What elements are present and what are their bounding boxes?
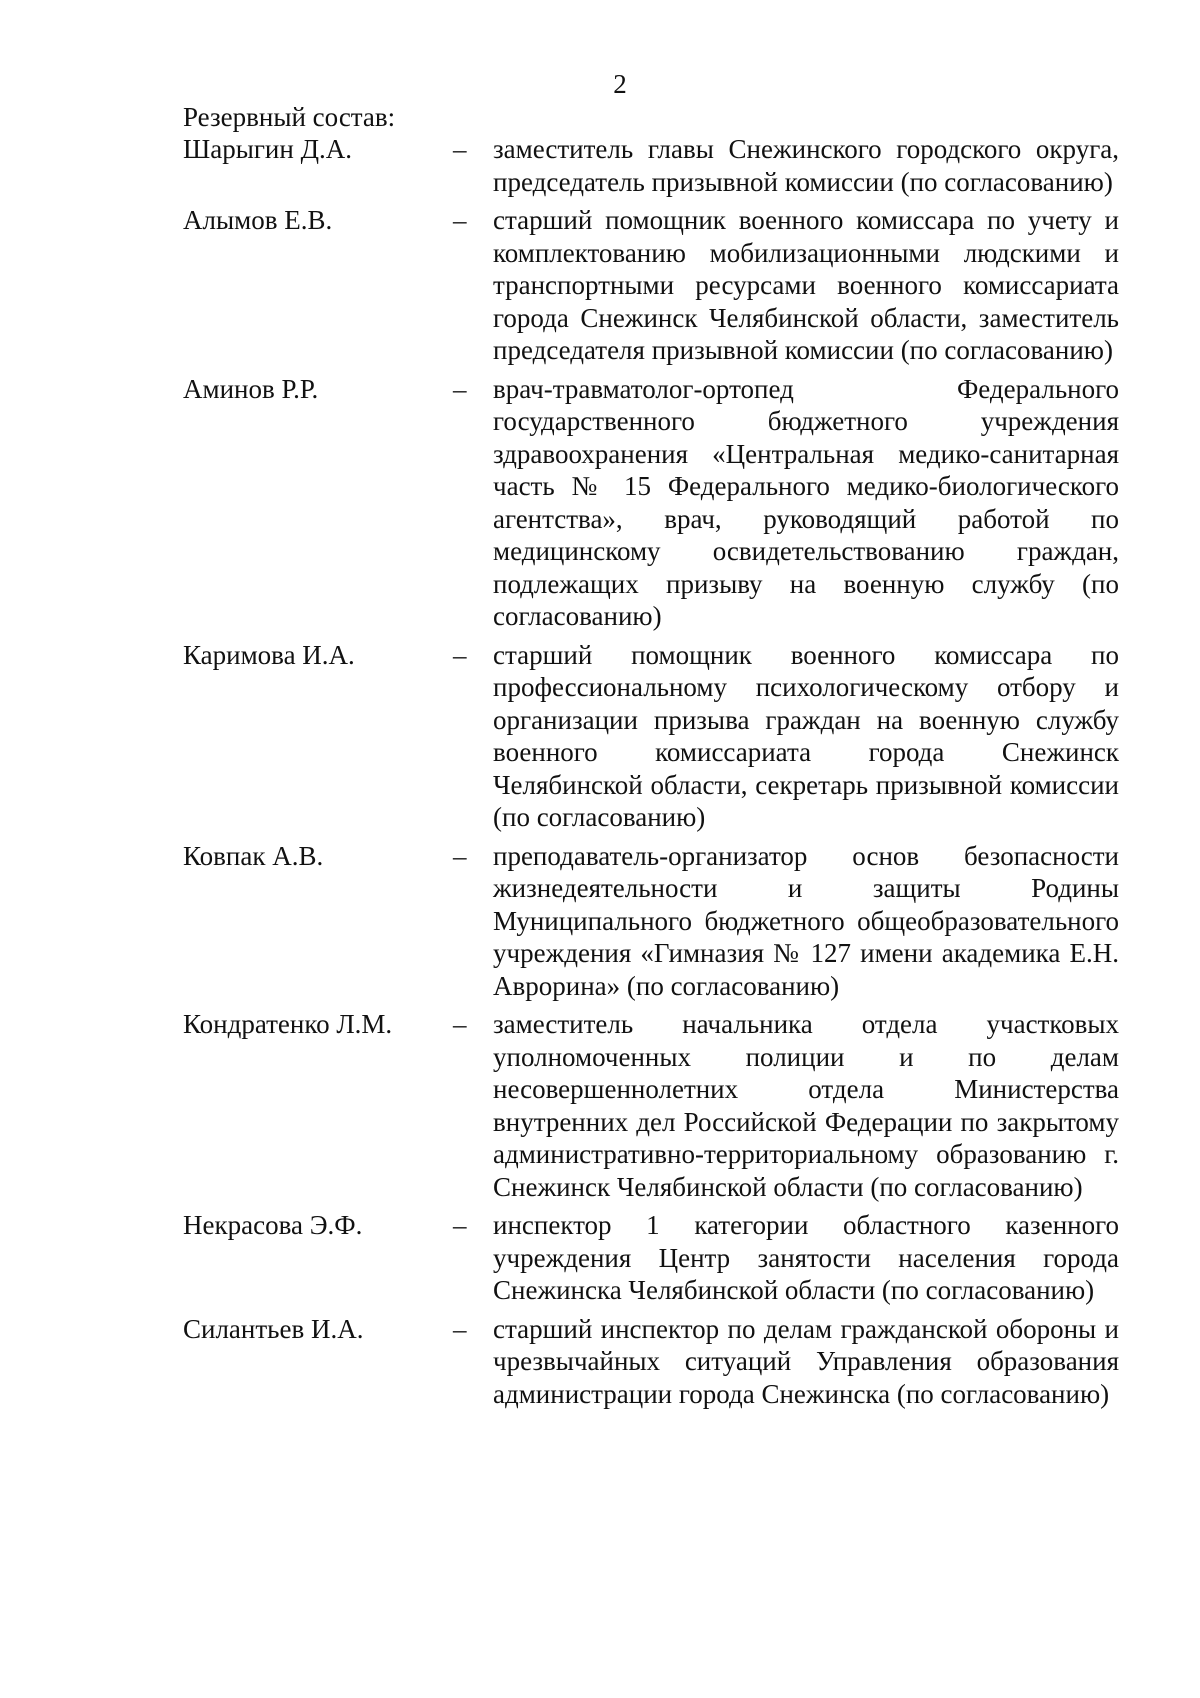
member-position: преподаватель-организатор основ безопасности жизнедеятельности и защиты Родины Муниципального бюджетного общеобразовательного учреждения «Гимназия № 127 имени академика Е.Н. Аврорина» (по согласованию) [493,840,1119,1001]
member-name: Каримова И.А. [183,639,355,670]
member-position: старший помощник военного комиссара по учету и комплектованию мобилизационными людскими и транспортными ресурсами военного комиссариата города Снежинск Челябинской области, заместитель председателя призывной комиссии (по согласованию) [493,205,1119,365]
list-item [183,133,1123,198]
member-name: Ковпак А.В. [183,840,324,871]
page-number: 2 [613,69,627,99]
list-item [183,840,1123,1003]
dash-separator: – [453,205,467,235]
member-name: Аминов Р.Р. [183,373,319,404]
member-position: инспектор 1 категории областного казенного учреждения Центр занятости населения города Снежинска Челябинской области (по согласованию) [493,1210,1119,1305]
member-name: Кондратенко Л.М. [183,1009,393,1039]
member-position: заместитель главы Снежинского городского округа, председатель призывной комиссии (по согласованию) [493,134,1119,197]
member-position: врач-травматолог-ортопед Федерального государственного бюджетного учреждения здравоохранения «Центральная медико-санитарная часть № 15 Федерального медико-биологического агентства», врач, руководящий работой по медицинскому освидетельствованию граждан, подлежащих призыву на военную службу (по согласованию) [493,373,1119,631]
member-position: старший помощник военного комиссара по профессиональному психологическому отбору и организации призыва граждан на военную службу военного комиссариата города Снежинск Челябинской области, секретарь призывной комиссии (по согласованию) [493,639,1119,832]
dash-separator: – [453,1210,467,1240]
list-item [183,1008,1123,1203]
dash-separator: – [453,840,467,871]
member-name: Силантьев И.А. [183,1313,364,1344]
dash-separator: – [453,134,467,164]
member-name: Некрасова Э.Ф. [183,1210,363,1240]
section-heading: Резервный состав: [183,102,396,132]
dash-separator: – [453,373,467,404]
list-item [183,204,1123,367]
dash-separator: – [453,1009,467,1039]
member-list [183,133,1123,1416]
member-position: заместитель начальника отдела участковых уполномоченных полиции и по делам несовершеннолетних отдела Министерства внутренних дел Российской Федерации по закрытому административно-территориальному образованию г. Снежинск Челябинской области (по согласованию) [493,1009,1119,1202]
list-item [183,1313,1123,1411]
member-name: Шарыгин Д.А. [183,134,353,164]
dash-separator: – [453,639,467,670]
dash-separator: – [453,1313,467,1344]
member-position: старший инспектор по делам гражданской обороны и чрезвычайных ситуаций Управления образования администрации города Снежинска (по согласованию) [493,1313,1119,1409]
list-item [183,1209,1123,1307]
list-item [183,373,1123,633]
list-item [183,639,1123,834]
member-name: Алымов Е.В. [183,205,333,235]
